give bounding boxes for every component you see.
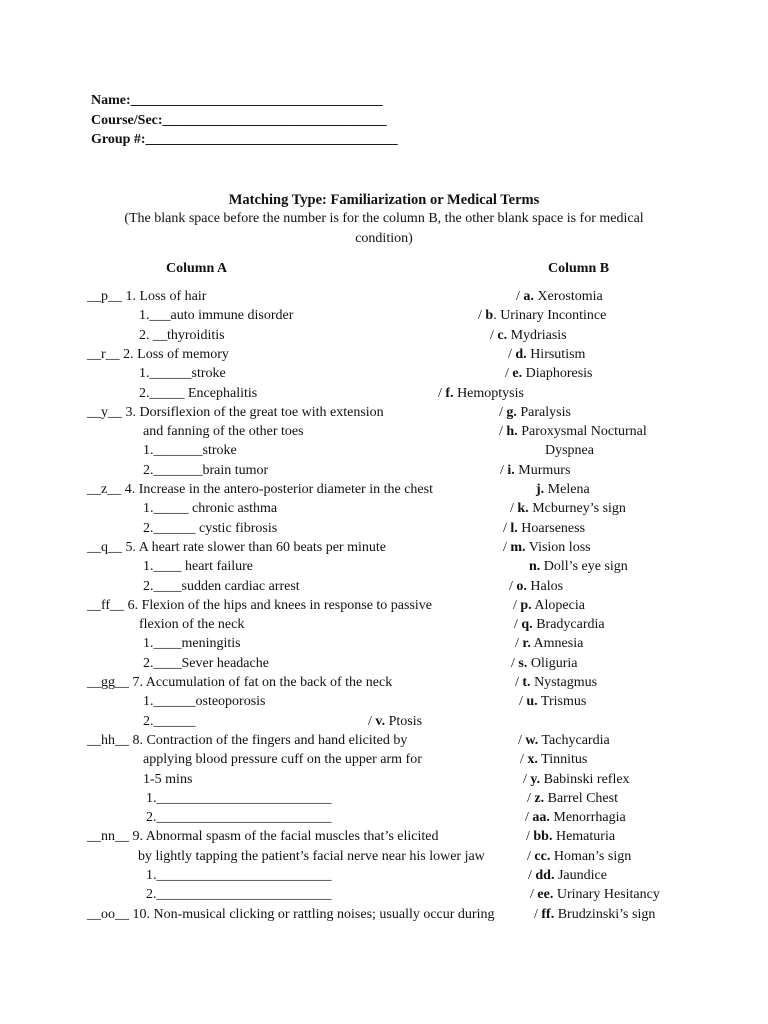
item-letter: m. [510, 539, 526, 555]
separator: / [490, 327, 498, 343]
item-letter: c. [497, 327, 508, 343]
column-a-line: 1._______stroke [143, 443, 237, 459]
column-b-item [500, 462, 570, 479]
column-b-item [499, 423, 647, 440]
item-letter: o. [516, 578, 527, 594]
item-letter: e. [512, 366, 523, 382]
column-b-item [523, 771, 630, 788]
item-term: Melena [544, 482, 590, 497]
column-b-item [527, 848, 631, 865]
column-b-item [526, 828, 615, 845]
column-a-line: by lightly tapping the patient’s facial nerve near his lower jaw [138, 848, 485, 864]
column-b-item [514, 616, 605, 633]
item-term: Trismus [537, 694, 587, 710]
separator: / [508, 346, 516, 362]
column-b-item [525, 809, 626, 826]
column-a-line: flexion of the neck [139, 617, 245, 633]
column-b-item [510, 500, 626, 517]
column-a-line: __hh__ 8. Contraction of the fingers and hand elicited by [87, 732, 408, 748]
item-letter: b [485, 308, 494, 324]
column-a-line: 1-5 mins [143, 771, 193, 787]
column-a-line: 1._________________________ [146, 790, 332, 806]
item-letter: u. [526, 694, 538, 710]
item-term: Ptosis [385, 713, 423, 729]
item-letter: i. [507, 462, 515, 478]
item-letter: bb. [533, 829, 553, 845]
column-b-item [499, 404, 571, 421]
group-number-field[interactable]: Group #:____________________________________ [91, 132, 398, 147]
separator: / [514, 617, 522, 633]
separator: / [511, 655, 519, 671]
item-term: Nystagmus [530, 675, 598, 690]
column-b-item [368, 713, 422, 730]
column-a-line: __q__ 5. A heart rate slower than 60 beats per minute [87, 539, 386, 555]
column-b-item [511, 655, 578, 672]
separator: / [520, 752, 528, 768]
column-a-header: Column A [166, 261, 228, 276]
column-a-line: __oo__ 10. Non-musical clicking or rattling noises; usually occur during [87, 906, 495, 922]
column-b-item [528, 867, 607, 884]
item-letter: g. [506, 404, 517, 420]
column-b-item [503, 539, 591, 556]
column-a-line: 2.____Sever headache [143, 655, 269, 671]
separator: / [509, 578, 517, 594]
column-b-item [503, 520, 585, 537]
column-b-item [478, 307, 606, 324]
item-term: Mydriasis [507, 327, 567, 343]
separator: / [515, 675, 523, 690]
column-b-item [545, 442, 594, 459]
separator: / [478, 308, 486, 324]
column-a-line: 2.______ cystic fibrosis [143, 520, 278, 536]
item-letter: w. [525, 732, 539, 748]
item-term: Tinnitus [537, 752, 588, 768]
separator: / [528, 868, 536, 883]
instructions-line-2: condition) [355, 231, 413, 246]
column-a-line: 1.___auto immune disorder [139, 308, 294, 324]
item-letter: x. [527, 752, 538, 768]
separator: / [526, 829, 534, 845]
separator: / [534, 906, 542, 922]
item-term: Hematuria [552, 829, 616, 845]
item-letter: ee. [537, 887, 554, 903]
separator: / [525, 810, 533, 826]
item-letter: f. [445, 385, 454, 401]
item-term: Halos [526, 578, 564, 594]
item-term: Amnesia [530, 636, 584, 652]
column-a-line: __gg__ 7. Accumulation of fat on the back of the neck [87, 675, 393, 690]
separator: / [499, 404, 507, 420]
item-term: Murmurs [514, 462, 571, 478]
item-term: Oliguria [527, 655, 578, 671]
column-b-header: Column B [548, 261, 610, 276]
separator: / [510, 501, 518, 517]
item-term: Diaphoresis [522, 366, 593, 382]
item-letter: dd. [535, 868, 555, 883]
item-term: Menorrhagia [549, 810, 626, 826]
column-a-line: 1._____ chronic asthma [143, 501, 278, 517]
item-letter: ff. [541, 906, 555, 922]
item-term: Homan’s sign [550, 848, 632, 864]
column-b-item [536, 481, 590, 498]
column-b-item [529, 558, 628, 575]
separator: / [519, 694, 527, 710]
column-a-line: __r__ 2. Loss of memory [87, 346, 229, 362]
separator: / [368, 713, 376, 729]
separator: / [527, 790, 535, 806]
column-a-line: 2.____sudden cardiac arrest [143, 578, 300, 594]
column-b-item [530, 886, 660, 903]
item-term: Tachycardia [538, 732, 610, 748]
item-term: Alopecia [531, 597, 585, 613]
item-letter: v. [375, 713, 386, 729]
column-a-line: 2._________________________ [146, 810, 332, 826]
item-letter: cc. [534, 848, 551, 864]
item-letter: q. [521, 617, 533, 633]
separator: / [503, 520, 511, 536]
item-term: Brudzinski’s sign [554, 906, 656, 922]
separator: / [515, 636, 523, 652]
column-a-line: applying blood pressure cuff on the upper arm for [143, 752, 422, 768]
column-b-item [520, 751, 587, 768]
item-term: Babinski reflex [540, 771, 630, 787]
separator: / [527, 848, 535, 864]
column-b-item [508, 346, 585, 363]
item-letter: n. [529, 559, 541, 575]
item-letter: t. [522, 675, 531, 690]
item-letter: l. [510, 520, 518, 536]
separator: / [503, 539, 511, 555]
separator: / [499, 424, 507, 440]
course-section-field[interactable]: Course/Sec:________________________________ [91, 113, 387, 128]
column-b-item [534, 906, 655, 923]
item-term: Hoarseness [517, 520, 586, 536]
column-b-item [509, 578, 563, 595]
column-a-line: 2. __thyroiditis [139, 327, 225, 343]
separator: / [530, 887, 538, 903]
item-term: . Urinary Incontince [493, 308, 607, 324]
item-term: Bradycardia [532, 617, 605, 633]
separator: / [438, 385, 446, 401]
column-b-item [515, 674, 597, 691]
item-letter: r. [522, 636, 531, 652]
column-b-item [505, 365, 593, 382]
column-a-line: 2._______brain tumor [143, 462, 269, 478]
column-a-line: 1.____meningitis [143, 636, 241, 652]
separator: / [500, 462, 508, 478]
item-term: Barrel Chest [544, 790, 618, 806]
column-b-item [513, 597, 585, 614]
item-term: Doll’s eye sign [540, 559, 628, 575]
item-term: Mcburney’s sign [528, 501, 626, 517]
item-term: Hirsutism [526, 346, 586, 362]
column-b-item [515, 635, 583, 652]
column-b-item [519, 693, 586, 710]
instructions-line-1: (The blank space before the number is for the column B, the other blank space is for medical [124, 211, 644, 226]
column-a-line: 1.____ heart failure [143, 559, 254, 575]
item-letter: a. [523, 289, 534, 304]
item-term: Hemoptysis [453, 385, 524, 401]
item-letter: aa. [532, 810, 550, 826]
item-term: Paroxysmal Nocturnal [517, 424, 647, 440]
item-term: Urinary Hesitancy [553, 887, 660, 903]
item-term: Jaundice [554, 868, 607, 883]
item-letter: j. [536, 482, 545, 497]
column-a-line: 1._________________________ [146, 868, 332, 883]
item-letter: s. [518, 655, 528, 671]
item-letter: p. [520, 597, 532, 613]
name-field[interactable]: Name:____________________________________ [91, 93, 383, 108]
column-a-line: and fanning of the other toes [143, 424, 304, 440]
column-a-line: __nn__ 9. Abnormal spasm of the facial muscles that’s elicited [87, 829, 439, 845]
column-a-line: 2._________________________ [146, 887, 332, 903]
column-a-line: 1.______stroke [139, 366, 226, 382]
item-term: Paralysis [516, 404, 571, 420]
separator: / [505, 366, 513, 382]
separator: / [523, 771, 531, 787]
column-b-item [490, 327, 567, 344]
item-letter: k. [517, 501, 529, 517]
column-b-item [516, 288, 603, 305]
item-term: Xerostomia [533, 289, 603, 304]
column-a-line: __p__ 1. Loss of hair [87, 289, 207, 304]
item-term: Vision loss [525, 539, 591, 555]
column-b-item [518, 732, 610, 749]
item-letter: y. [530, 771, 541, 787]
column-b-item [527, 790, 618, 807]
page-title: Matching Type: Familiarization or Medical Terms [228, 192, 540, 208]
item-term: Dyspnea [545, 443, 594, 459]
column-a-line: __ff__ 6. Flexion of the hips and knees in response to passive [87, 597, 433, 613]
column-a-line: __z__ 4. Increase in the antero-posterior diameter in the chest [87, 482, 433, 497]
item-letter: z. [534, 790, 545, 806]
separator: / [513, 597, 521, 613]
separator: / [516, 289, 524, 304]
item-letter: d. [515, 346, 527, 362]
column-a-line: __y__ 3. Dorsiflexion of the great toe with extension [87, 404, 384, 420]
column-a-line: 2._____ Encephalitis [139, 385, 258, 401]
item-letter: h. [506, 424, 518, 440]
column-a-line: 1.______osteoporosis [143, 694, 266, 710]
column-b-item [438, 385, 524, 402]
separator: / [518, 732, 526, 748]
column-a-line: 2.______ [143, 713, 196, 729]
